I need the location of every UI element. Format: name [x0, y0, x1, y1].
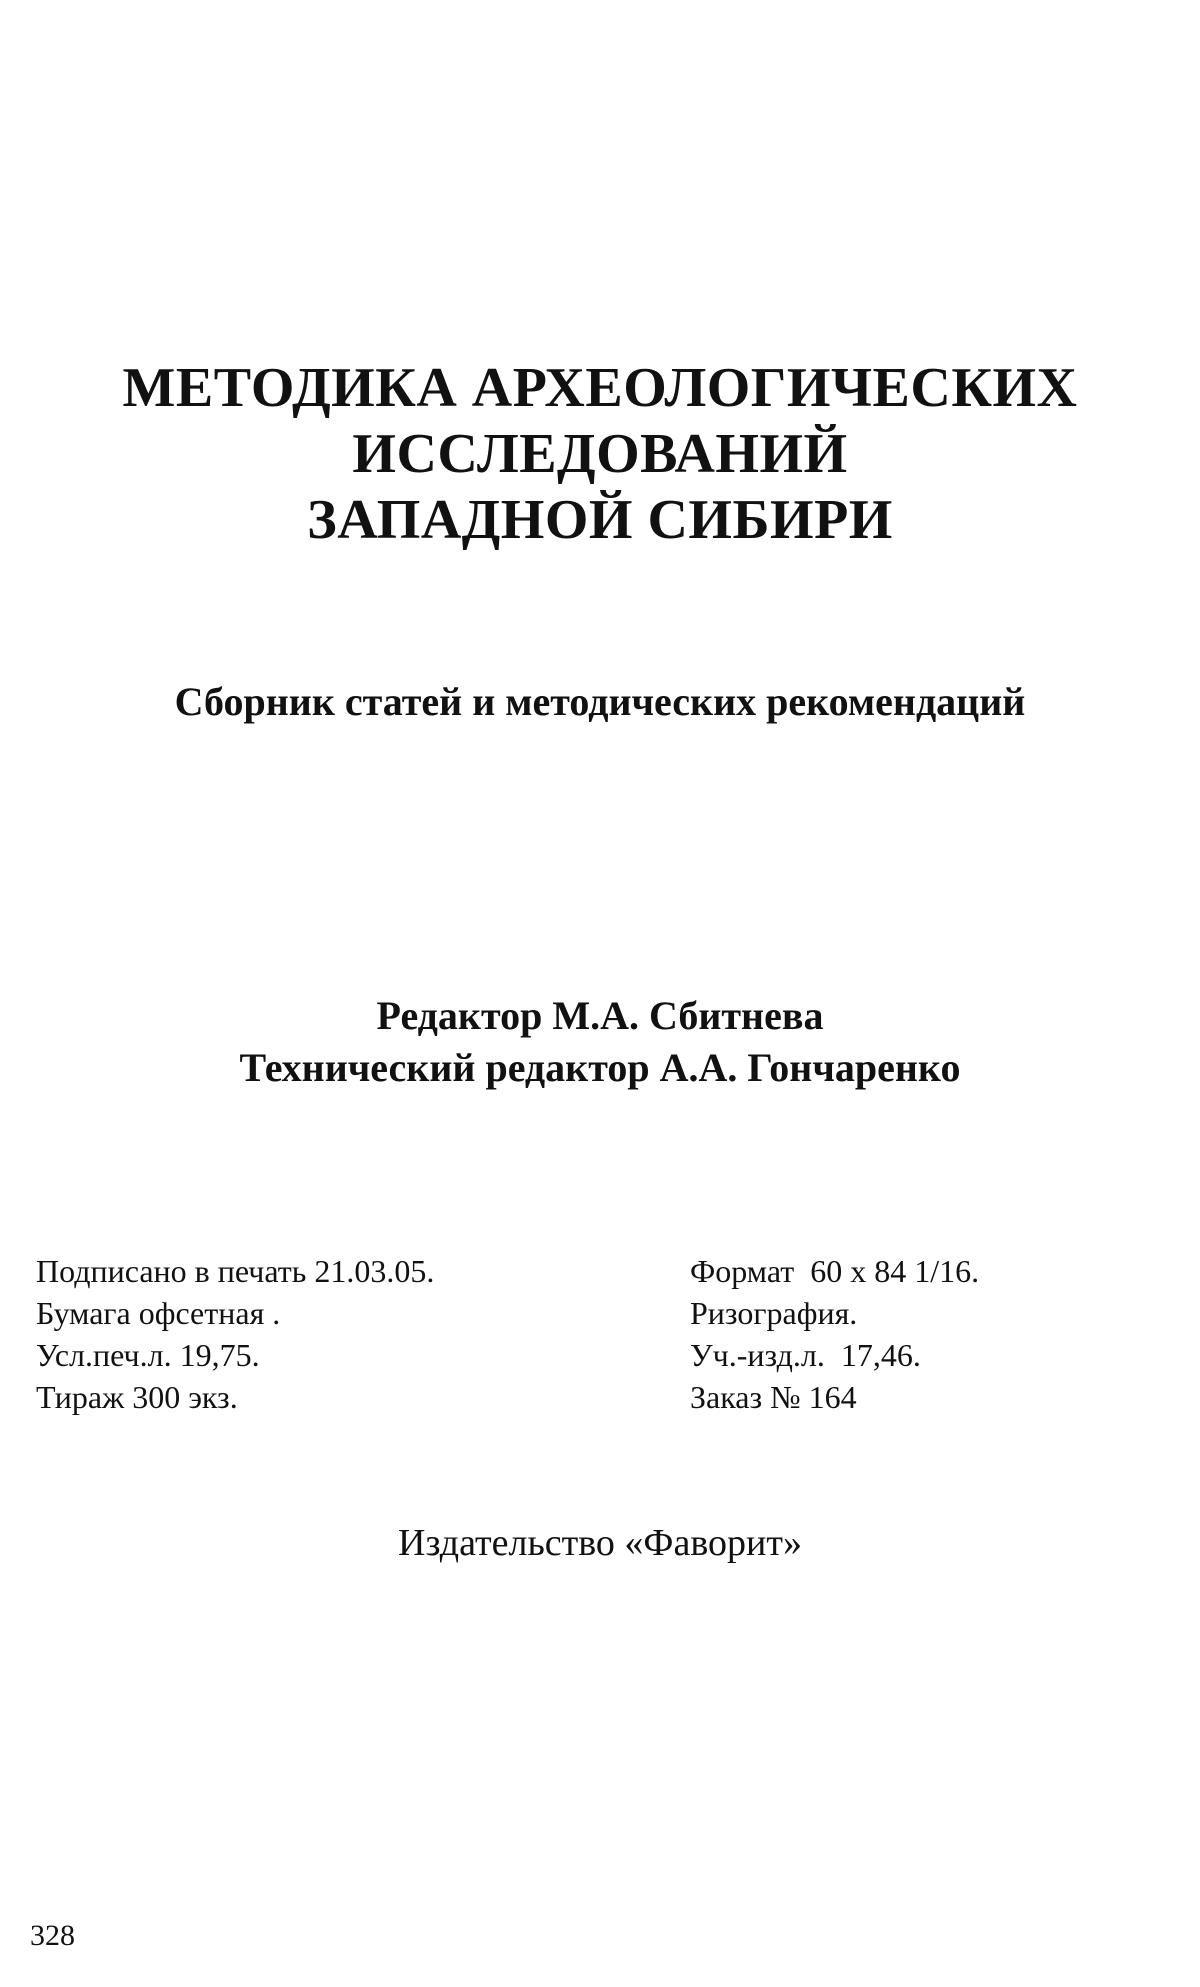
- title-line: ЗАПАДНОЙ СИБИРИ: [307, 489, 893, 551]
- book-subtitle: Сборник статей и методических рекомендаций: [174, 679, 1026, 724]
- title-line: МЕТОДИКА АРХЕОЛОГИЧЕСКИХ: [122, 357, 1078, 419]
- book-title: [0, 355, 1200, 553]
- imprint-right-column: [690, 1250, 1170, 1418]
- imprint-order-number: Заказ № 164: [690, 1379, 857, 1415]
- publisher-name: Издательство «Фаворит»: [398, 1522, 802, 1564]
- imprint-left-column: [36, 1250, 656, 1418]
- imprint-format: Формат 60 х 84 1/16.: [690, 1253, 980, 1289]
- editors-block: [0, 990, 1200, 1094]
- imprint-printed-sheets: Усл.печ.л. 19,75.: [36, 1337, 260, 1373]
- page-number: 328: [30, 1919, 75, 1952]
- imprint-signed-date: Подписано в печать 21.03.05.: [36, 1253, 435, 1289]
- editor-line: Редактор М.А. Сбитнева: [376, 993, 824, 1038]
- imprint-printing-method: Ризография.: [690, 1295, 858, 1331]
- title-line: ИССЛЕДОВАНИЙ: [352, 423, 848, 485]
- technical-editor-line: Технический редактор А.А. Гончаренко: [239, 1045, 961, 1090]
- imprint-paper: Бумага офсетная .: [36, 1295, 281, 1331]
- imprint-publisher-sheets: Уч.-изд.л. 17,46.: [690, 1337, 921, 1373]
- imprint-print-run: Тираж 300 экз.: [36, 1379, 238, 1415]
